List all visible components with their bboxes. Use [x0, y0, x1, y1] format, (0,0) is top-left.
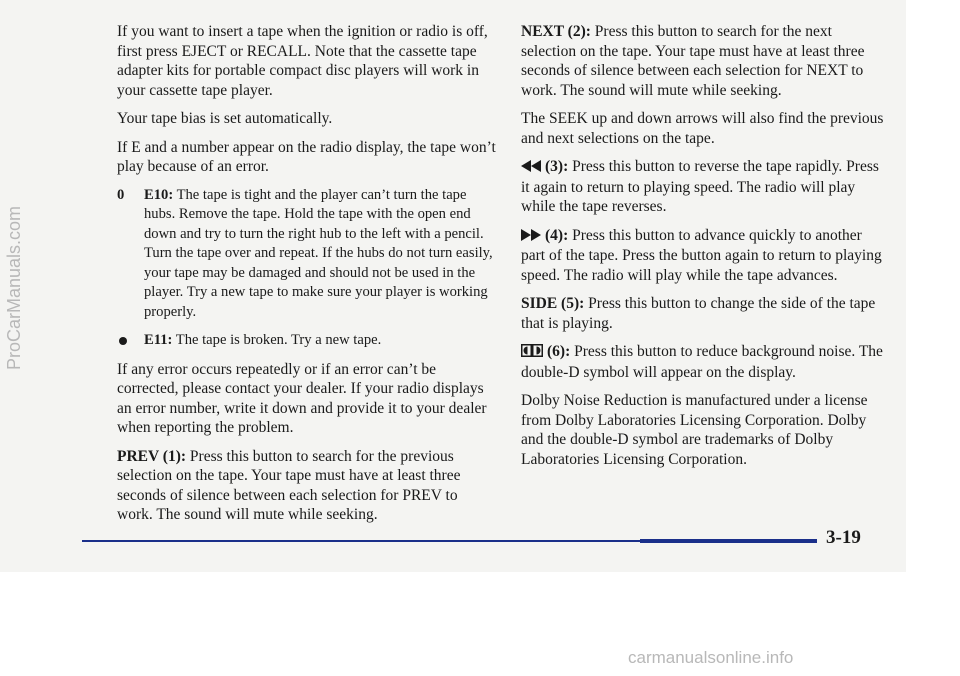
dolby-label: (6):: [547, 343, 571, 360]
list-item-e11: [117, 331, 497, 351]
bottom-watermark: carmanualsonline.info: [628, 648, 794, 667]
paragraph-contact-dealer: If any error occurs repeatedly or if an error can’t be corrected, please contact your dealer. If your radio displays an error number, write it down and provide it to your dealer when reporting the problem.: [117, 360, 487, 436]
prev-text: Press this button to search for the previous selection on the tape. Your tape must have at least three seconds of silence between each selection for PREV to work. The sound will mute while seeking.: [117, 447, 461, 523]
bullet-dot-icon: [119, 337, 127, 345]
side-watermark: ProCarManuals.com: [4, 205, 24, 370]
fast-forward-icon: [521, 227, 541, 247]
right-column: [521, 22, 886, 478]
paragraph-next: [521, 22, 886, 100]
rewind-label: (3):: [545, 158, 569, 175]
page-number: 3-19: [826, 527, 861, 548]
bullet-marker: 0: [117, 186, 125, 203]
footer-rule-accent: [640, 539, 817, 543]
paragraph-seek: The SEEK up and down arrows will also find the previous and next selections on the tape.: [521, 110, 884, 147]
list-item-e10: [117, 186, 497, 323]
paragraph-tape-bias: Your tape bias is set automatically.: [117, 110, 333, 127]
next-text: Press this button to search for the next selection on the tape. Your tape must have at least three seconds of silence between each selection for NEXT to work. The sound will mute while seeking.: [521, 23, 865, 99]
paragraph-rewind: [521, 157, 886, 217]
dolby-icon: [521, 343, 543, 363]
dolby-text: Press this button to reduce background noise. The double-D symbol will appear on the display.: [521, 343, 883, 381]
paragraph-dolby-license: Dolby Noise Reduction is manufactured under a license from Dolby Laboratories Licensing Corporation. Dolby and the double-D symbol are trademarks of Dolby Laboratories Licensing Corporation.: [521, 392, 868, 468]
fast-forward-text: Press this button to advance quickly to another part of the tape. Press the button again to return to playing speed. The radio will play while the tape advances.: [521, 226, 882, 284]
left-column: [117, 22, 497, 534]
paragraph-side: [521, 294, 886, 333]
paragraph-insert-tape: If you want to insert a tape when the ignition or radio is off, first press EJECT or RECALL. Note that the cassette tape adapter kits for portable compact disc players will work in your cassette tape player.: [117, 23, 488, 99]
prev-label: PREV (1):: [117, 447, 187, 465]
error-e11-text: The tape is broken. Try a new tape.: [175, 332, 382, 348]
paragraph-error-display: If E and a number appear on the radio display, the tape won’t play because of an error.: [117, 138, 496, 175]
fast-forward-label: (4):: [545, 226, 569, 244]
paragraph-dolby: [521, 342, 886, 382]
error-e10-text: The tape is tight and the player can’t turn the tape hubs. Remove the tape. Hold the tape with the open end down and try to turn the right hub to the left with a pencil. Turn the tape over and repeat. If the hubs do not turn easily, your tape may be damaged and should not be used in the player. Try a new tape to make sure your player is working properly.: [144, 186, 493, 320]
next-label: NEXT (2):: [521, 23, 591, 40]
rewind-icon: [521, 158, 541, 178]
side-text: Press this button to change the side of the tape that is playing.: [521, 295, 876, 332]
error-code-e10: E10:: [144, 186, 174, 203]
error-code-e11: E11:: [144, 332, 173, 348]
rewind-text: Press this button to reverse the tape rapidly. Press it again to return to playing speed. The radio will play while the tape reverses.: [521, 158, 879, 215]
paragraph-prev: [117, 447, 497, 525]
paragraph-fast-forward: [521, 226, 886, 286]
side-label: SIDE (5):: [521, 295, 585, 312]
